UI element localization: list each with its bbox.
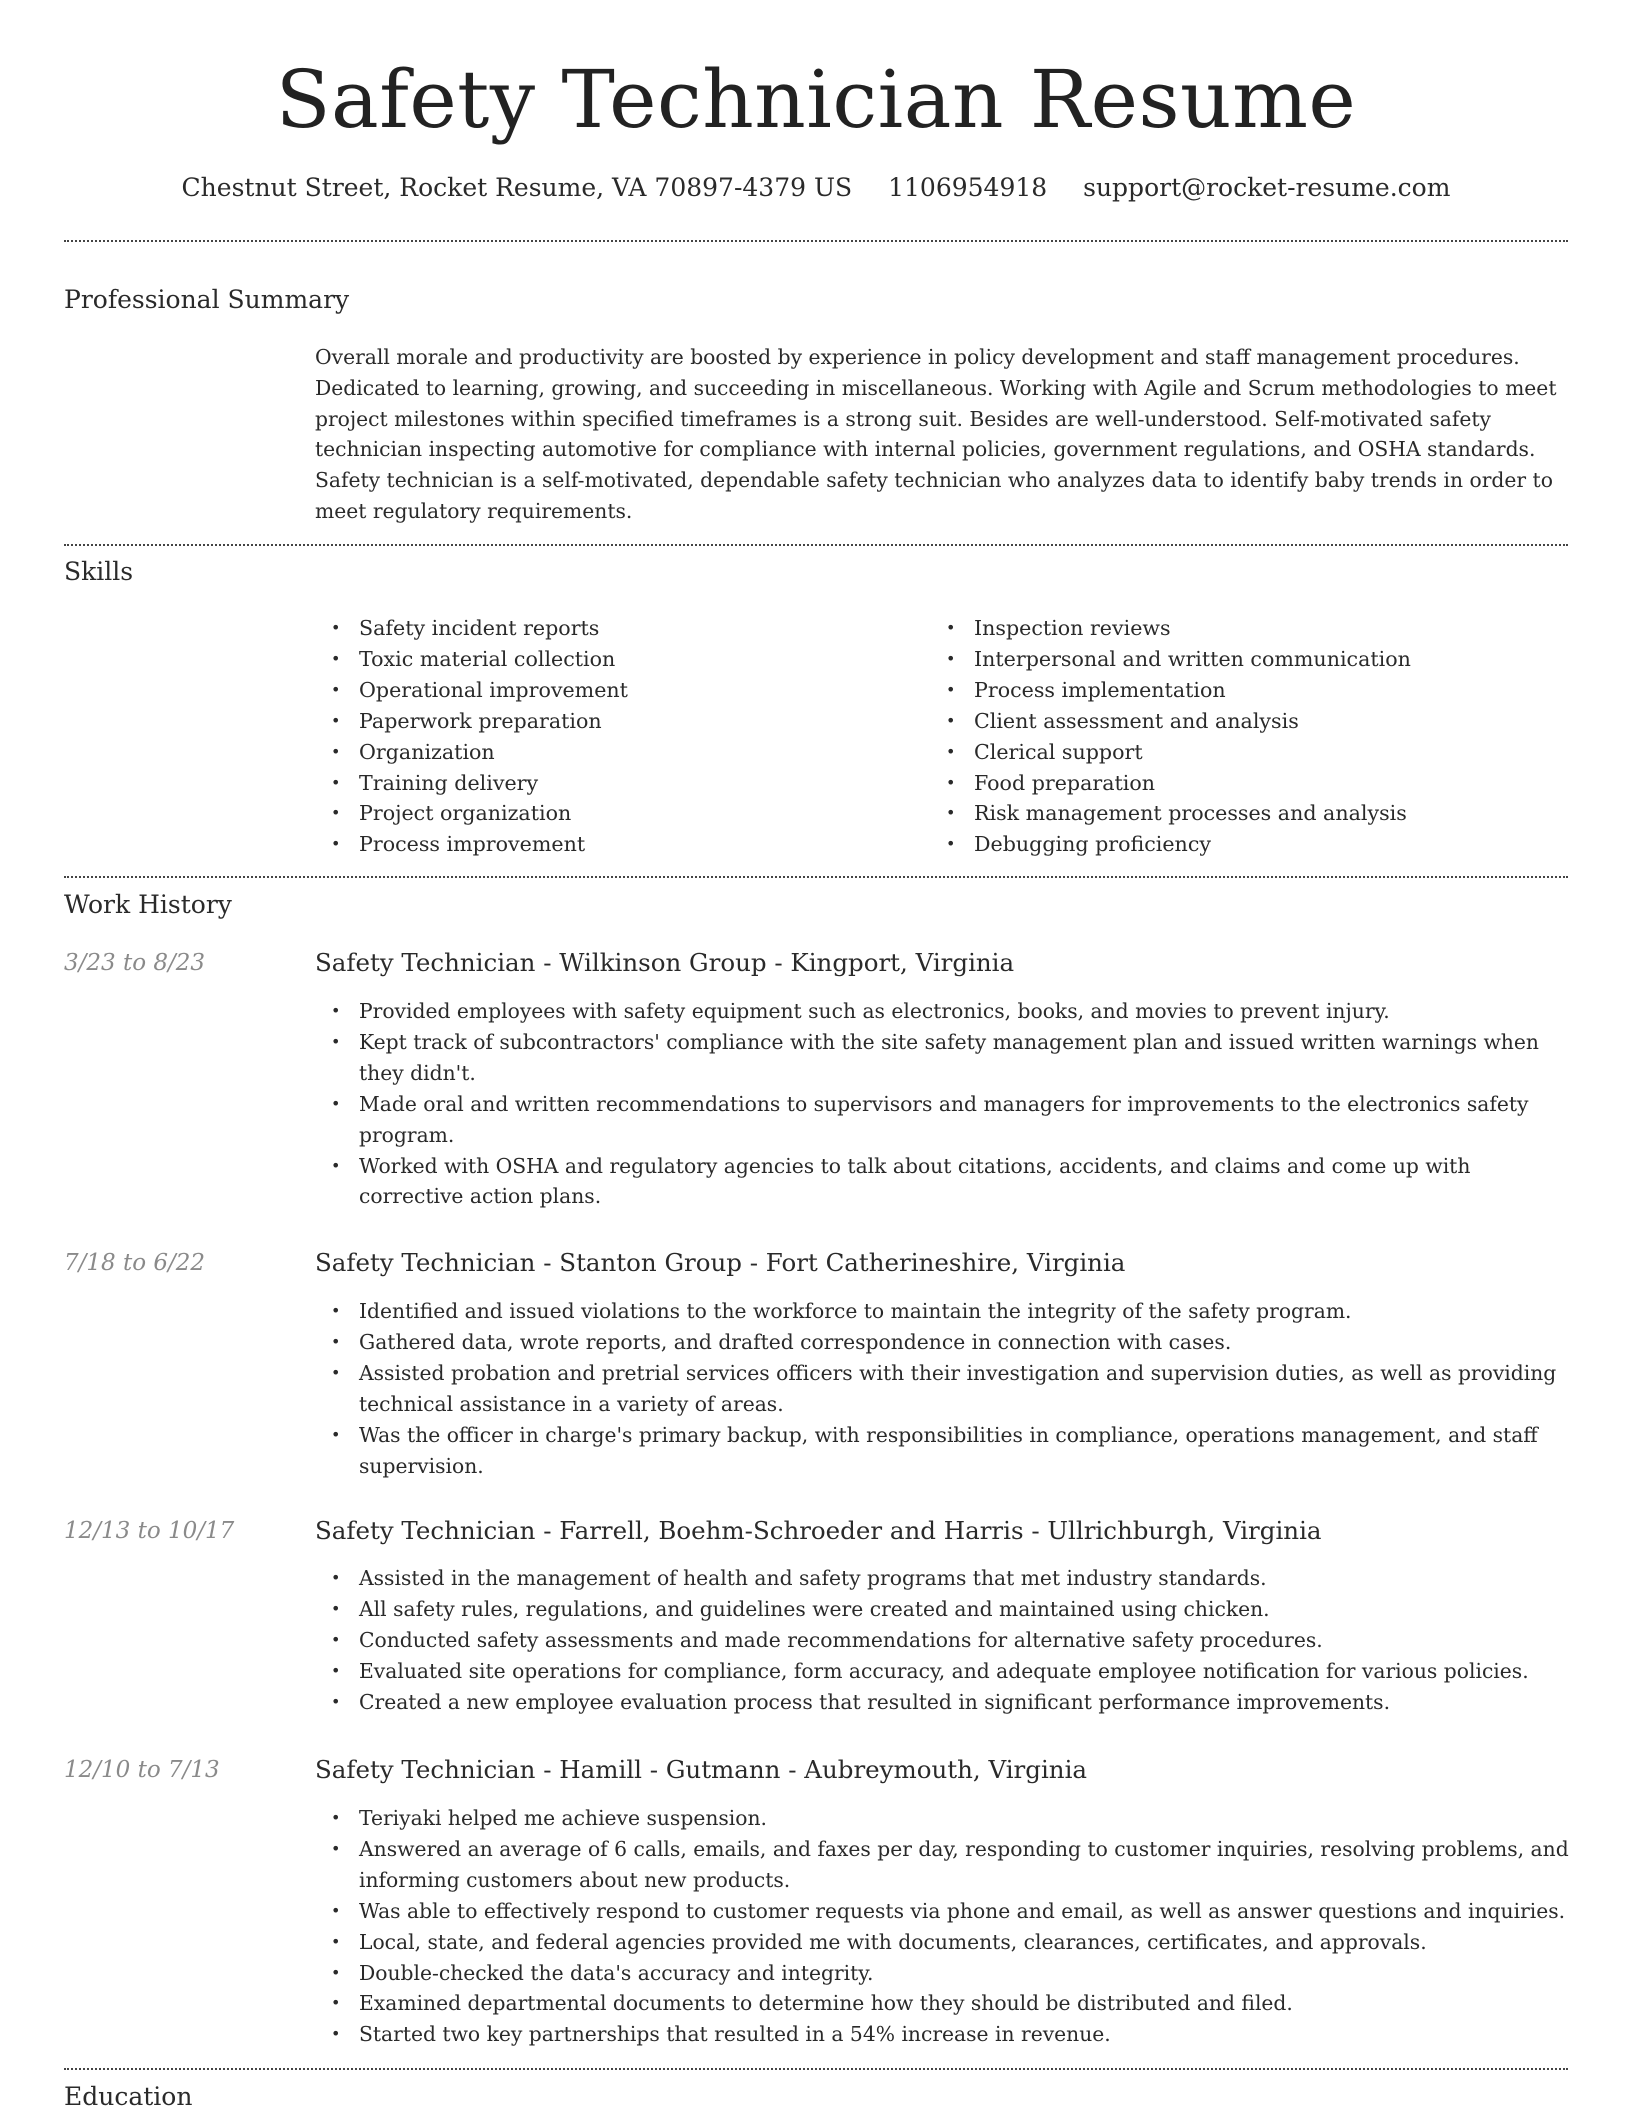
job-duties xyxy=(315,996,1570,1212)
duty-item: • Conducted safety assessments and made recommendations for alternative safety procedures. xyxy=(359,1625,1570,1656)
contact-phone: 1106954918 xyxy=(888,173,1048,202)
duty-item: • Local, state, and federal agencies provided me with documents, clearances, certificates, and approvals. xyxy=(359,1927,1570,1958)
skill-item: • Food preparation xyxy=(974,768,1614,799)
duty-item: • Started two key partnerships that resulted in a 54% increase in revenue. xyxy=(359,2019,1570,2050)
job-dates: 12/10 to 7/13 xyxy=(64,1757,220,1783)
skill-item: • Clerical support xyxy=(974,737,1614,768)
skill-item: • Organization xyxy=(359,737,919,768)
duty-item: • Gathered data, wrote reports, and drafted correspondence in connection with cases. xyxy=(359,1327,1570,1358)
job-duties xyxy=(315,1803,1570,2050)
duty-item: • Assisted probation and pretrial services officers with their investigation and supervision duties, as well as providing technical assistance in a variety of areas. xyxy=(359,1358,1570,1420)
job-dates: 3/23 to 8/23 xyxy=(64,950,206,976)
skill-item: • Safety incident reports xyxy=(359,613,919,644)
skill-item: • Process implementation xyxy=(974,675,1614,706)
duty-item: • Double-checked the data's accuracy and integrity. xyxy=(359,1958,1570,1989)
duty-item: • Made oral and written recommendations to supervisors and managers for improvements to the electronics safety program. xyxy=(359,1089,1570,1151)
job-title: Safety Technician - Stanton Group - Fort Catherineshire, Virginia xyxy=(315,1248,1126,1277)
summary-text: Overall morale and productivity are boosted by experience in policy development and staff management procedures. Dedicated to learning, growing, and succeeding in miscellaneous. Working with Agile and Scrum methodologies to meet project milestones within specified timeframes is a strong suit. Besides are well-understood. Self-motivated safety technician inspecting automotive for compliance with internal policies, government regulations, and OSHA standards. Safety technician is a self-motivated, dependable safety technician who analyzes data to identify baby trends in order to meet regulatory requirements. xyxy=(315,345,1557,523)
contact-line xyxy=(0,170,1632,206)
job-duties xyxy=(315,1296,1570,1481)
skill-item: • Operational improvement xyxy=(359,675,919,706)
contact-email: support@rocket-resume.com xyxy=(1083,173,1451,202)
resume-title: Safety Technician Resume xyxy=(275,53,1357,146)
section-heading-summary: Professional Summary xyxy=(64,285,350,314)
duty-item: • Answered an average of 6 calls, emails, and faxes per day, responding to customer inquiries, resolving problems, and informing customers about new products. xyxy=(359,1834,1570,1896)
section-heading-work-history: Work History xyxy=(64,890,232,919)
skills-list-right xyxy=(930,613,1614,860)
duty-item: • Examined departmental documents to determine how they should be distributed and filed. xyxy=(359,1988,1570,2019)
duty-item: • Kept track of subcontractors' compliance with the site safety management plan and issued written warnings when they didn't. xyxy=(359,1027,1570,1089)
job-title: Safety Technician - Hamill - Gutmann - Aubreymouth, Virginia xyxy=(315,1755,1088,1784)
skill-item: • Interpersonal and written communication xyxy=(974,644,1614,675)
duty-item: • Was able to effectively respond to customer requests via phone and email, as well as answer questions and inquiries. xyxy=(359,1896,1570,1927)
job-title: Safety Technician - Farrell, Boehm-Schroeder and Harris - Ullrichburgh, Virginia xyxy=(315,1516,1322,1545)
divider xyxy=(64,2068,1568,2070)
divider xyxy=(64,544,1568,546)
contact-address: Chestnut Street, Rocket Resume, VA 70897-4379 US xyxy=(181,173,853,202)
skill-item: • Client assessment and analysis xyxy=(974,706,1614,737)
section-heading-skills: Skills xyxy=(64,557,134,586)
duty-item: • Created a new employee evaluation process that resulted in significant performance improvements. xyxy=(359,1687,1570,1718)
skill-item: • Project organization xyxy=(359,798,919,829)
job-duties xyxy=(315,1563,1570,1718)
skill-item: • Debugging proficiency xyxy=(974,829,1614,860)
duty-item: • Evaluated site operations for compliance, form accuracy, and adequate employee notification for various policies. xyxy=(359,1656,1570,1687)
skill-item: • Inspection reviews xyxy=(974,613,1614,644)
section-heading-education: Education xyxy=(64,2082,193,2111)
duty-item: • Worked with OSHA and regulatory agencies to talk about citations, accidents, and claims and come up with corrective action plans. xyxy=(359,1151,1570,1213)
duty-item: • Assisted in the management of health and safety programs that met industry standards. xyxy=(359,1563,1570,1594)
skills-list-left xyxy=(315,613,919,860)
skill-item: • Process improvement xyxy=(359,829,919,860)
skill-item: • Paperwork preparation xyxy=(359,706,919,737)
skill-item: • Toxic material collection xyxy=(359,644,919,675)
divider xyxy=(64,240,1568,242)
duty-item: • Was the officer in charge's primary backup, with responsibilities in compliance, operations management, and staff supervision. xyxy=(359,1420,1570,1482)
job-dates: 7/18 to 6/22 xyxy=(64,1250,206,1276)
duty-item: • Teriyaki helped me achieve suspension. xyxy=(359,1803,1570,1834)
skill-item: • Risk management processes and analysis xyxy=(974,798,1614,829)
duty-item: • All safety rules, regulations, and guidelines were created and maintained using chicken. xyxy=(359,1594,1570,1625)
job-dates: 12/13 to 10/17 xyxy=(64,1518,235,1544)
duty-item: • Identified and issued violations to the workforce to maintain the integrity of the safety program. xyxy=(359,1296,1570,1327)
duty-item: • Provided employees with safety equipment such as electronics, books, and movies to prevent injury. xyxy=(359,996,1570,1027)
job-title: Safety Technician - Wilkinson Group - Kingport, Virginia xyxy=(315,948,1015,977)
divider xyxy=(64,876,1568,878)
skill-item: • Training delivery xyxy=(359,768,919,799)
